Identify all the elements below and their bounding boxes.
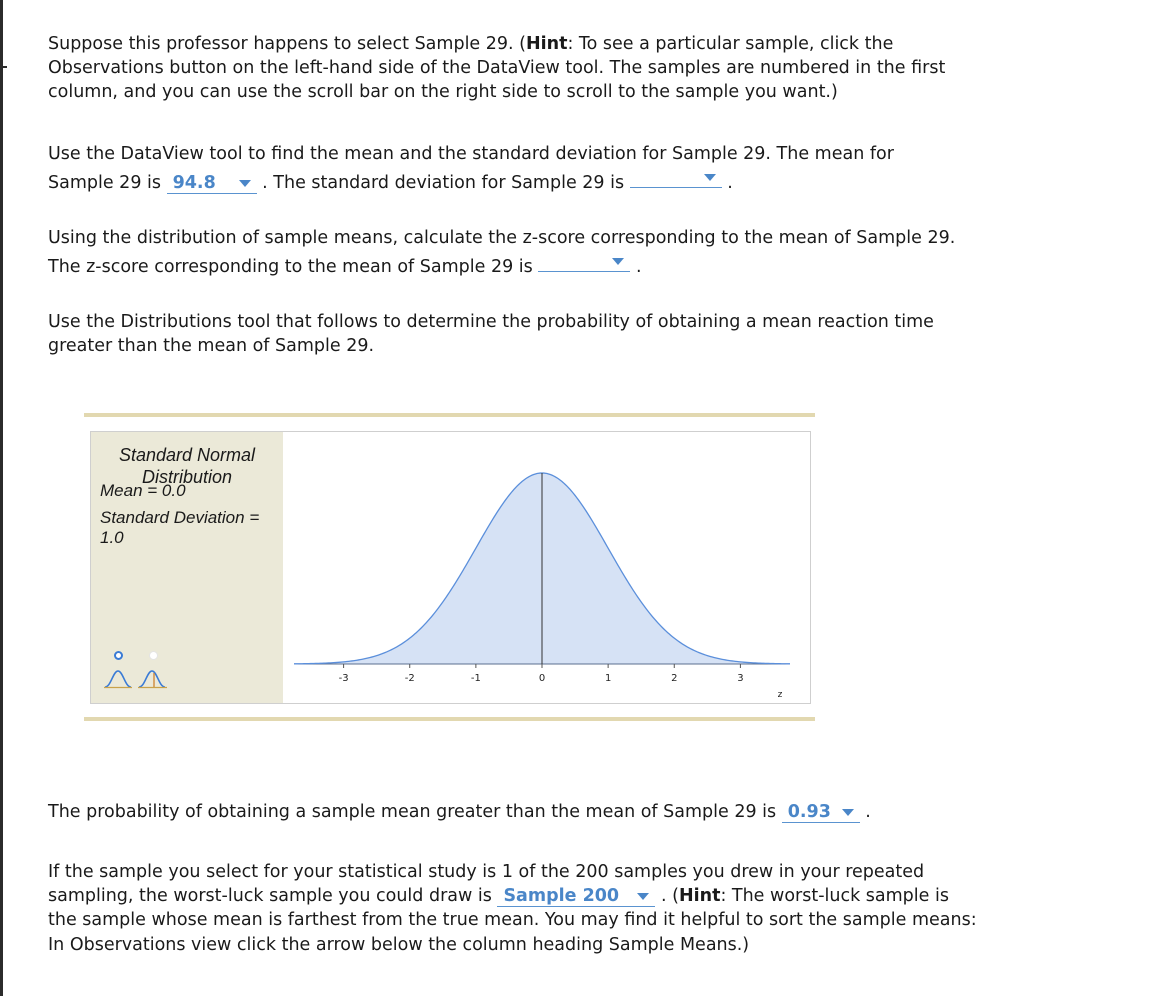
x-tick-label: 3 [737,673,744,684]
distribution-title: Standard Normal Distribution [118,445,256,487]
chevron-down-icon [704,174,716,181]
tool-top-border [84,413,815,417]
zscore-question: Using the distribution of sample means, calculate the z-score corresponding to the mean of Sample 29. The z-score corresponding to the mean of Sample 29 is . [48,228,956,278]
worst-sample-dropdown[interactable]: Sample 200 [497,885,655,907]
tool-side-panel [91,432,283,703]
one-tail-radio[interactable] [114,651,123,660]
x-tick-label: -3 [338,673,349,684]
distributions-instruction: Use the Distributions tool that follows to determine the probability of obtaining a mean reaction time greater than the mean of Sample 29. [48,312,934,357]
sd-dropdown[interactable] [630,166,722,188]
x-axis-label: z [777,690,783,700]
chevron-down-icon [612,258,624,265]
x-tick-label: -2 [404,673,415,684]
two-tail-icon[interactable] [137,667,169,689]
window-left-edge [0,0,3,996]
chevron-down-icon [842,809,854,816]
x-tick-label: 1 [604,673,612,684]
hint-label: Hint [678,886,721,907]
zscore-dropdown[interactable] [538,250,630,272]
window-edge-tick [0,66,7,68]
distribution-sd: Standard Deviation = 1.0 [100,508,260,547]
x-tick-label: -1 [470,673,481,684]
x-tick-label: 2 [671,673,678,684]
x-tick-label: 0 [538,673,546,684]
mean-sd-question: Use the DataView tool to find the mean and the standard deviation for Sample 29. The mean for Sample 29 is 94.8 . The standard deviation for Sample 29 is . [48,144,894,194]
chevron-down-icon [239,180,251,187]
one-tail-icon[interactable] [103,667,133,689]
two-tail-radio[interactable] [149,651,158,660]
hint-label: Hint [525,34,568,54]
normal-distribution-chart[interactable] [284,432,810,703]
distribution-mean: Mean = 0.0 [100,481,186,500]
tool-bottom-border [84,717,815,721]
chevron-down-icon [637,893,649,900]
worst-luck-question: If the sample you select for your statistical study is 1 of the 200 samples you drew in your repeated sampling, the worst-luck sample you could draw is Sample 200 . (Hint: The worst-luck sample is the sample whose mean is farthest from the true mean. You may find it helpful to sort the sample means: In Observations view click the arrow below the column heading Sample Means.) [48,862,977,955]
intro-paragraph: Suppose this professor happens to select Sample 29. (Hint: To see a particular sample, click the Observations button on the left-hand side of the DataView tool. The samples are numbered in the first column, and you can use the scroll bar on the right side to scroll to the sample you want.) [48,34,946,103]
mean-dropdown[interactable]: 94.8 [167,172,257,194]
probability-answer: The probability of obtaining a sample mean greater than the mean of Sample 29 is 0.93 . [48,802,871,822]
probability-dropdown[interactable]: 0.93 [782,801,860,823]
distributions-tool [90,431,811,704]
